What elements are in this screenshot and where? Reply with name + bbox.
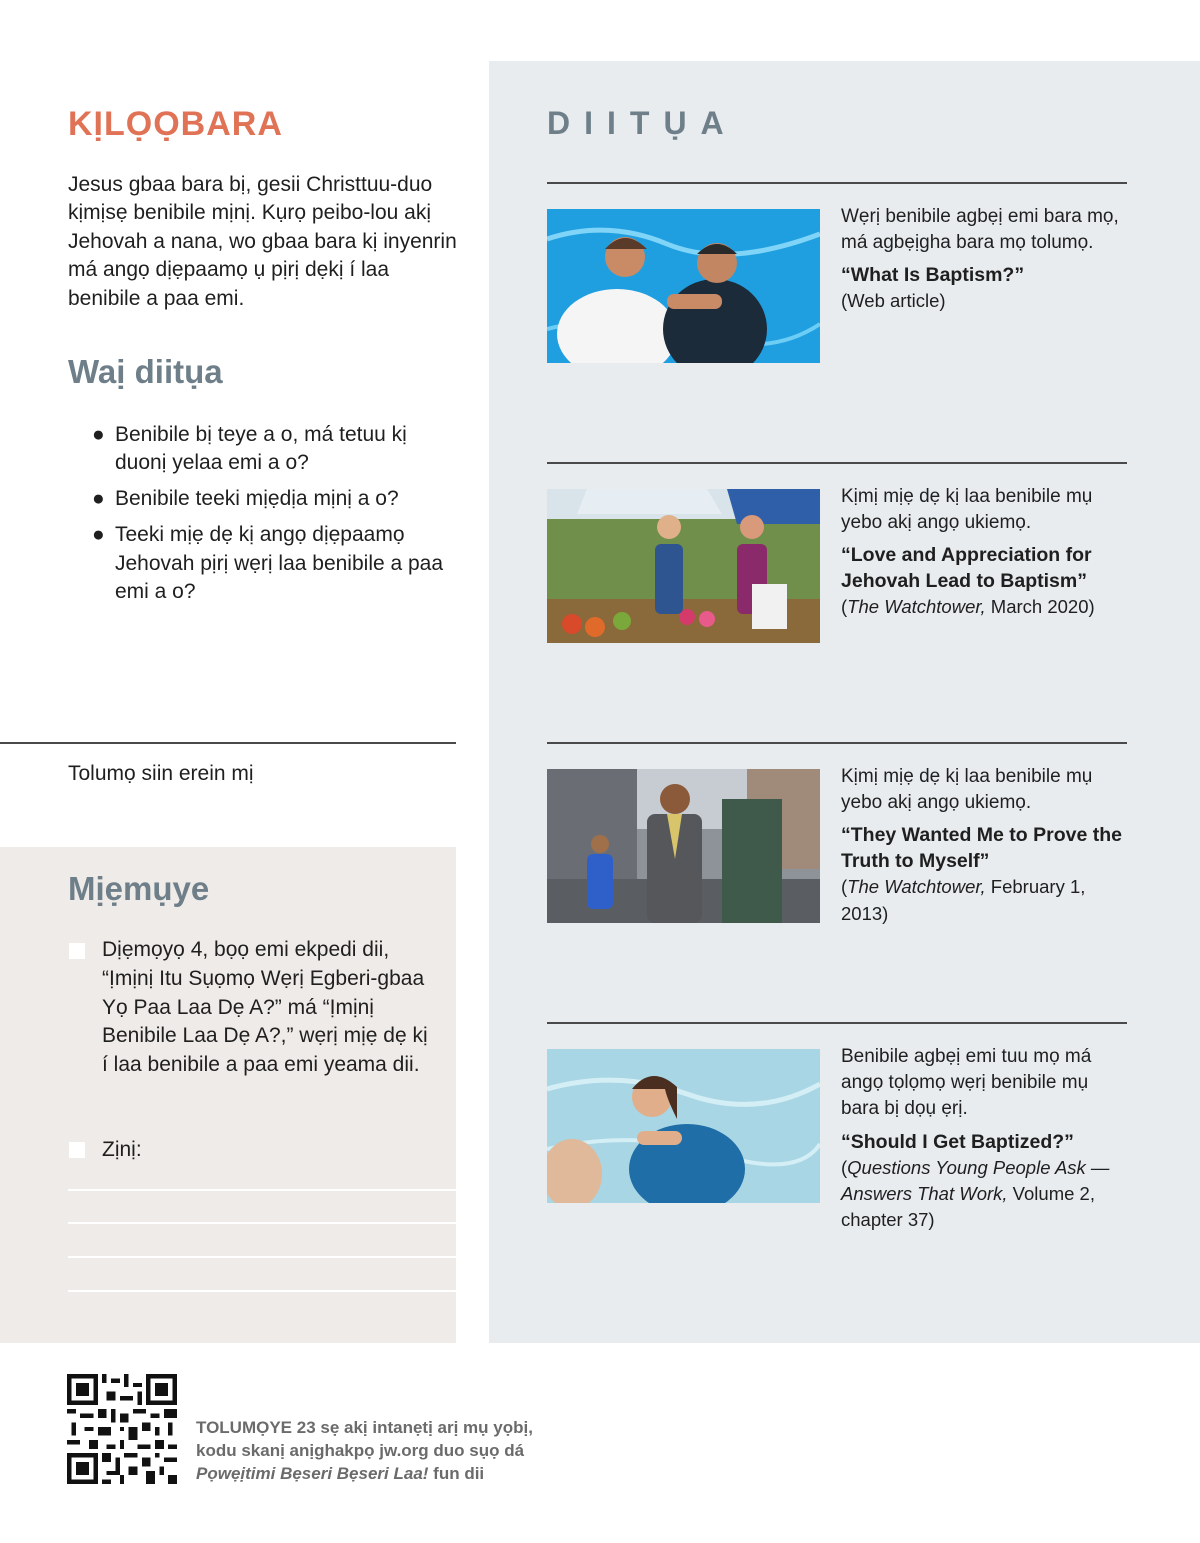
writing-line[interactable] [68, 1256, 456, 1258]
young-woman-baptism-photo[interactable] [547, 1049, 820, 1203]
question-item [92, 521, 452, 606]
summary-heading: KỊLỌỌBARA [68, 105, 283, 143]
question-item [92, 485, 452, 513]
goal-checkbox[interactable] [69, 943, 85, 959]
research-item [841, 484, 1126, 621]
research-source: (The Watchtower, March 2020) [841, 596, 1095, 618]
review-label: Tolumọ siin erein mị [68, 762, 254, 785]
research-description: Kịmị mịẹ dẹ kị laa benibile mụ yebo akị angọ ukiemọ. [841, 486, 1093, 534]
writing-line[interactable] [68, 1189, 456, 1191]
summary-text: Jesus gbaa bara bị, gesii Christtuu-duo kịmịsẹ benibile mịnị. Kụrọ peibo-lou akị Jehovah a nana, wo gbaa bara kị inyenrin má angọ dịẹpaamọ ụ pịrị dẹkị í laa benibile a paa emi. [68, 173, 457, 310]
market-ministry-photo[interactable] [547, 489, 820, 643]
discussion-questions [92, 421, 452, 614]
question-item [92, 421, 452, 478]
research-title-link[interactable]: “What Is Baptism?” [841, 264, 1025, 287]
goals-heading: Mịẹmụye [68, 870, 210, 907]
discussion-heading: Waị diitụa [68, 353, 223, 390]
question-text: Benibile bị teye a o, má tetuu kị duonị yelaa emi a o? [115, 423, 407, 475]
question-text: Benibile teeki mịẹdịa mịnị a o? [115, 487, 399, 511]
research-source: (The Watchtower, February 1, 2013) [841, 876, 1086, 924]
goals-box [0, 847, 456, 1343]
writing-line[interactable] [68, 1222, 456, 1224]
divider [547, 742, 1127, 744]
research-description: Kịmị mịẹ dẹ kị laa benibile mụ yebo akị angọ ukiemọ. [841, 766, 1093, 814]
research-description: Benibile agbẹị emi tuu mọ má angọ tọlọmọ wẹrị benibile mụ bara bị dọụ ẹrị. [841, 1046, 1092, 1120]
research-title-link[interactable]: “Love and Appreciation for Jehovah Lead to Baptism” [841, 544, 1092, 593]
footer-publication: Pọwẹịtimi Bẹseri Bẹseri Laa! [196, 1464, 429, 1483]
source-publication: Questions Young People Ask —Answers That Work, [841, 1156, 1110, 1204]
qr-code-icon[interactable] [67, 1374, 177, 1484]
goal-other-label: Zịnị: [102, 1138, 142, 1161]
divider [547, 1022, 1127, 1024]
research-source: (Web article) [841, 290, 946, 312]
research-item [841, 204, 1126, 315]
research-item [841, 1044, 1126, 1233]
question-text: Teeki mịẹ dẹ kị angọ dịẹpaamọ Jehovah pịrị wẹrị laa benibile a paa emi a o? [115, 523, 444, 604]
bullet-icon: ● [92, 423, 105, 446]
research-description: Wẹrị benibile agbẹị emi bara mọ, má agbẹịgha bara mọ tolumọ. [841, 206, 1119, 254]
bullet-icon: ● [92, 487, 105, 511]
research-title-link[interactable]: “They Wanted Me to Prove the Truth to Myself” [841, 824, 1122, 873]
source-publication: The Watchtower, [847, 876, 986, 898]
bullet-icon: ● [92, 523, 105, 547]
goal-checkbox[interactable] [69, 1142, 85, 1158]
source-publication: The Watchtower, [847, 596, 986, 618]
research-title-link[interactable]: “Should I Get Baptized?” [841, 1130, 1074, 1153]
footer-note: TOLUMỌYE 23 sẹ akị intanẹtị arị mụ yọbị, kodu skanị anịghakpọ jw.org duo sụọ dá Pọwẹịtimi Bẹseri Bẹseri Laa! fun dii [196, 1418, 533, 1483]
research-heading: DIITỤA [547, 105, 738, 141]
research-source: (Questions Young People Ask —Answers That Work, Volume 2, chapter 37) [841, 1156, 1110, 1231]
pool-baptism-photo[interactable] [547, 209, 820, 363]
goal-item-text: Dịẹmọyọ 4, bọọ emi ekpedi dii, “Ịmịnị Itu Sụọmọ Wẹrị Egberi-gbaa Yọ Paa Laa Dẹ A?” má “Ịmịnị Benibile Laa Dẹ A?,” wẹrị mịẹ dẹ kị í laa benibile a paa emi yeama dii. [102, 938, 428, 1077]
city-street-man-photo[interactable] [547, 769, 820, 923]
divider [0, 742, 456, 744]
writing-line[interactable] [68, 1290, 456, 1292]
divider [547, 182, 1127, 184]
divider [547, 462, 1127, 464]
research-item [841, 764, 1126, 927]
